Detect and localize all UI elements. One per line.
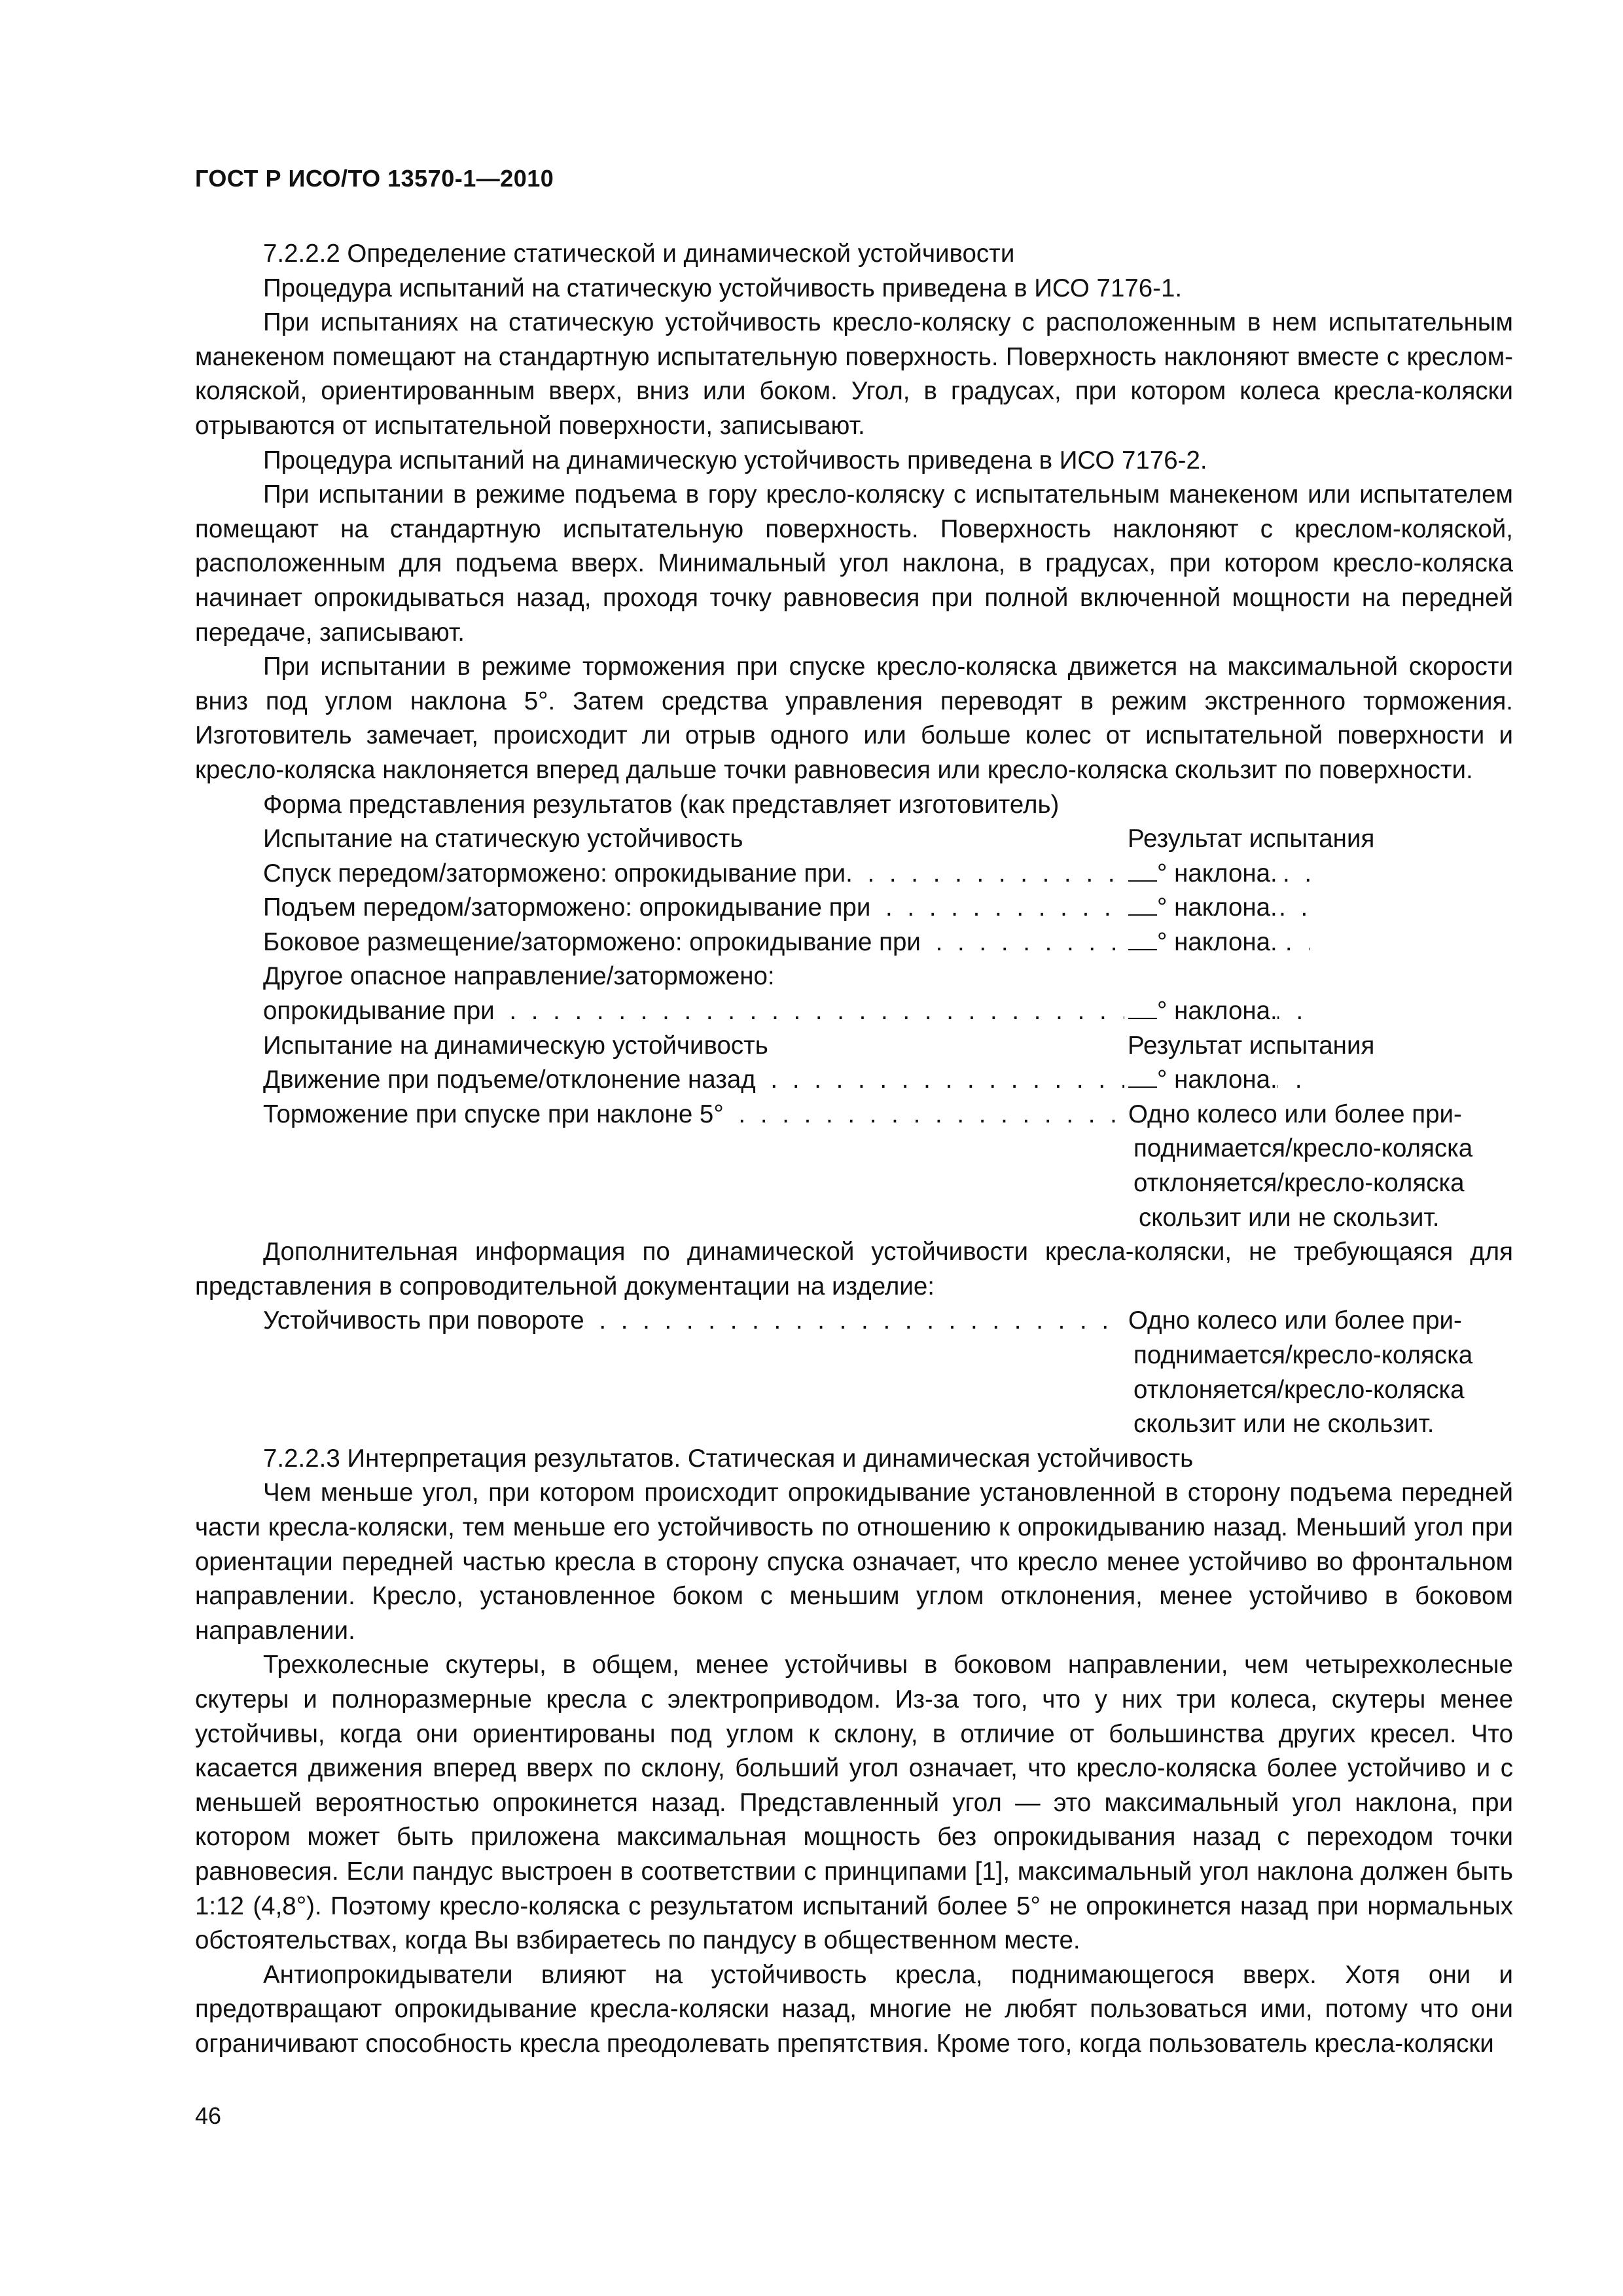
paragraph: Антиопрокидыватели влияют на устойчивость кресла, поднимающегося вверх. Хотя они и предотвращают опрокидывание кресла-коляски назад, многие не любят пользоваться ими, потому что они ограничивают способность кресла преодолевать препятствия. Кроме того, когда пользователь кресла-коляски [195,1960,1513,2058]
paragraph: Процедура испытаний на статическую устойчивость приведена в ИСО 7176-1. [263,274,1183,302]
outcome-line: скользит или не скользит. [1139,1203,1440,1232]
form-row-result [1124,891,1277,925]
outcome-line: Одно колесо или более при- [1128,1306,1462,1335]
form-row-sideways [195,925,1513,960]
angle-suffix: ° наклона. [1157,997,1277,1026]
form-row-label: опрокидывание при [263,997,499,1025]
paragraph: При испытании в режиме подъема в гору кресло-коляску с испытательным манекеном или испытателем помещают на стандартную испытательную поверхность. Поверхность наклоняют с креслом-коляской, расположенным для подъема вверх. Минимальный угол наклона, в градусах, при котором кресло-коляска начинает опрокидываться назад, проходя точку равновесия при полной включенной мощности на передней передаче, записывают. [195,480,1513,647]
form-row-label: Устойчивость при повороте [263,1306,588,1335]
form-row-front-descent [195,857,1513,891]
form-row-result [1124,857,1277,891]
angle-suffix: ° наклона. [1157,893,1277,922]
document-header: ГОСТ Р ИСО/ТО 13570-1—2010 [195,165,554,192]
form-static-label: Испытание на статическую устойчивость [263,825,743,853]
paragraph: Трехколесные скутеры, в общем, менее устойчивы в боковом направлении, чем четырехколесные скутеры и полноразмерные кресла с электроприводом. Из-за того, что у них три колеса, скутеры менее устойчивы, когда они ориентированы под углом к склону, в отличие от большинства других кресел. Что касается движения вперед вверх по склону, больший угол означает, что кресло-коляска более устойчиво и с меньшей вероятностью опрокинется назад. Представленный угол — это максимальный угол наклона, при котором может быть приложена максимальная мощность без опрокидывания назад с переходом точки равновесия. Если пандус выстроен в соответствии с принципами [1], максимальный угол наклона должен быть 1:12 (4,8°). Поэтому кресло-коляска с результатом испытаний более 5° не опрокинется назад при нормальных обстоятельствах, когда Вы взбираетесь по пандусу в общественном месте. [195,1651,1513,1955]
angle-suffix: ° наклона. [1157,927,1277,956]
paragraph: Чем меньше угол, при котором происходит опрокидывание установленной в сторону подъема передней части кресла-коляски, тем меньше его устойчивость по отношению к опрокидыванию назад. Меньший угол при ориентации передней частью кресла в сторону спуска означает, что кресло менее устойчиво во фронтальном направлении. Кресло, установленное боком с меньшим углом отклонения, менее устойчиво в боковом направлении. [195,1479,1513,1645]
angle-suffix: ° наклона. [1157,1066,1277,1094]
page-number: 46 [195,2102,222,2129]
form-row-label: Подъем передом/заторможено: опрокидывание при [263,893,874,922]
form-dynamic-label: Испытание на динамическую устойчивость [263,1031,768,1060]
form-row-turning-stability [195,1304,1513,1441]
outcome-line: поднимается/кресло-коляска [1133,1134,1473,1163]
form-row-ascent-tilt [195,1063,1513,1098]
answer-blank [1128,1067,1157,1088]
form-result-header: Результат испытания [1128,825,1375,853]
outcome-line: поднимается/кресло-коляска [1133,1341,1473,1370]
form-row-other-direction-tip [195,994,1513,1029]
form-row-result [1124,1063,1277,1098]
paragraph: При испытаниях на статическую устойчивость кресло-коляску с расположенным в нем испытательным манекеном помещают на стандартную испытательную поверхность. Поверхность наклоняют вместе с креслом-коляской, ориентированным вверх, вниз или боком. Угол, в градусах, при котором колеса кресла-коляски отрываются от испытательной поверхности, записывают. [195,308,1513,440]
answer-blank [1128,861,1157,882]
form-row-other-direction [195,960,1513,994]
answer-blank [1128,998,1157,1019]
form-row-label: Другое опасное направление/заторможено: [263,962,775,991]
document-body [195,237,1513,2062]
outcome-line: скользит или не скользит. [1133,1410,1435,1439]
form-result-header: Результат испытания [1128,1031,1375,1060]
form-row-outcome [1124,1304,1472,1441]
form-row-label: Торможение при спуске при наклоне 5° [263,1100,728,1128]
section-heading-7-2-2-2: 7.2.2.2 Определение статической и динамической устойчивости [263,240,1015,268]
form-row-result [1124,994,1277,1029]
form-row-label: Спуск передом/заторможено: опрокидывание при. [263,859,857,888]
form-row-front-ascent [195,891,1513,925]
outcome-line: отклоняется/кресло-коляска [1133,1375,1465,1404]
form-extra-info: Дополнительная информация по динамической устойчивости кресла-коляски, не требующаяся для представления в сопроводительной документации на изделие: [195,1238,1513,1300]
form-row-braking-descent [195,1098,1513,1235]
form-row-result [1124,925,1277,960]
answer-blank [1128,895,1157,916]
form-row-label: Боковое размещение/заторможено: опрокидывание при [263,928,925,956]
answer-blank [1128,929,1157,950]
paragraph: Процедура испытаний на динамическую устойчивость приведена в ИСО 7176-2. [263,446,1207,475]
section-heading-7-2-2-3: 7.2.2.3 Интерпретация результатов. Статическая и динамическая устойчивость [263,1444,1194,1473]
form-row-outcome [1124,1098,1472,1235]
form-static-header [195,822,1513,857]
form-title: Форма представления результатов (как представляет изготовитель) [263,790,1060,819]
paragraph: При испытании в режиме торможения при спуске кресло-коляска движется на максимальной скорости вниз под углом наклона 5°. Затем средства управления переводят в режим экстренного торможения. Изготовитель замечает, происходит ли отрыв одного или больше колес от испытательной поверхности и кресло-коляска наклоняется вперед дальше точки равновесия или кресло-коляска скользит по поверхности. [195,653,1513,784]
form-dynamic-header [195,1029,1513,1064]
form-row-label: Движение при подъеме/отклонение назад [263,1066,760,1094]
outcome-line: Одно колесо или более при- [1128,1100,1462,1128]
angle-suffix: ° наклона. [1157,859,1277,888]
outcome-line: отклоняется/кресло-коляска [1133,1169,1465,1198]
